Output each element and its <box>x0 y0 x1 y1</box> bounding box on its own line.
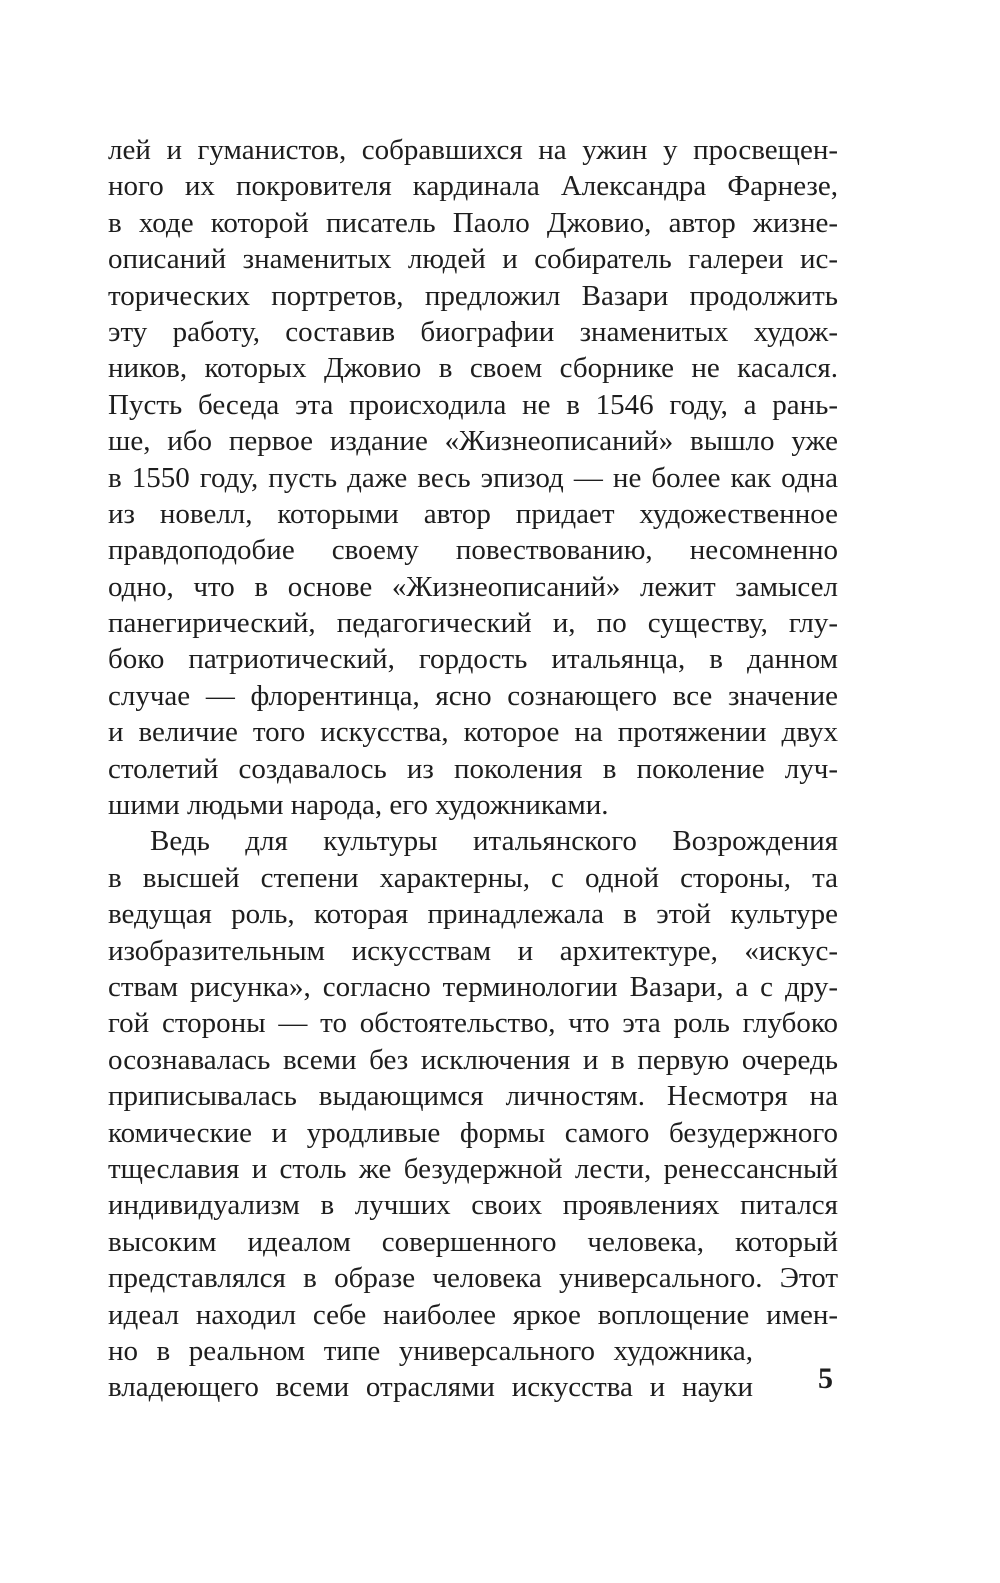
paragraph-start-line: Ведь для культуры итальянского Возрождения <box>150 825 838 858</box>
text-line: ше, ибо первое издание «Жизнеописаний» вышло уже <box>108 425 838 458</box>
text-line: торических портретов, предложил Вазари продолжить <box>108 279 838 312</box>
text-line: индивидуализм в лучших своих проявлениях питался <box>108 1189 838 1222</box>
text-line: ников, которых Джовио в своем сборнике не касался. <box>108 352 838 385</box>
text-line: правдоподобие своему повествованию, несомненно <box>108 534 838 567</box>
page-number: 5 <box>818 1362 833 1395</box>
text-line: описаний знаменитых людей и собиратель галереи ис- <box>108 243 838 276</box>
text-line: случае — флорентинца, ясно сознающего все значение <box>108 679 838 712</box>
text-line: идеал находил себе наиболее яркое воплощение имен- <box>108 1298 838 1331</box>
text-line: тщеславия и столь же безудержной лести, ренессансный <box>108 1152 838 1185</box>
text-line: представлялся в образе человека универсального. Этот <box>108 1262 838 1295</box>
text-line: приписывалась выдающимся личностям. Несмотря на <box>108 1080 838 1113</box>
text-line: ствам рисунка», согласно терминологии Вазари, а с дру- <box>108 970 838 1003</box>
text-line: панегирический, педагогический и, по существу, глу- <box>108 607 838 640</box>
text-line: но в реальном типе универсального художника, <box>108 1334 753 1367</box>
text-line: Пусть беседа эта происходила не в 1546 году, а рань- <box>108 388 838 421</box>
text-line: и величие того искусства, которое на протяжении двух <box>108 716 838 749</box>
text-line: эту работу, составив биографии знаменитых худож- <box>108 315 838 348</box>
text-line: одно, что в основе «Жизнеописаний» лежит замысел <box>108 570 838 603</box>
text-line: осознавалась всеми без исключения и в первую очередь <box>108 1043 838 1076</box>
text-line: комические и уродливые формы самого безудержного <box>108 1116 838 1149</box>
text-line: гой стороны — то обстоятельство, что эта роль глубоко <box>108 1007 838 1040</box>
text-line: в ходе которой писатель Паоло Джовио, автор жизне- <box>108 206 838 239</box>
text-line: изобразительным искусствам и архитектуре, «искус- <box>108 934 838 967</box>
text-line: столетий создавалось из поколения в поколение луч- <box>108 752 838 785</box>
text-line: владеющего всеми отраслями искусства и науки <box>108 1371 753 1404</box>
text-line: в 1550 году, пусть даже весь эпизод — не более как одна <box>108 461 838 494</box>
text-line: в высшей степени характерны, с одной стороны, та <box>108 861 838 894</box>
text-line: высоким идеалом совершенного человека, который <box>108 1225 838 1258</box>
paragraph-end-line: шими людьми народа, его художниками. <box>108 789 609 822</box>
text-line: лей и гуманистов, собравшихся на ужин у просвещен- <box>108 134 838 166</box>
text-line: ного их покровителя кардинала Александра Фарнезе, <box>108 170 838 203</box>
text-line: боко патриотический, гордость итальянца, в данном <box>108 643 838 676</box>
text-line: из новелл, которыми автор придает художественное <box>108 497 838 530</box>
body-text <box>108 132 838 1406</box>
text-line: ведущая роль, которая принадлежала в этой культуре <box>108 898 838 931</box>
